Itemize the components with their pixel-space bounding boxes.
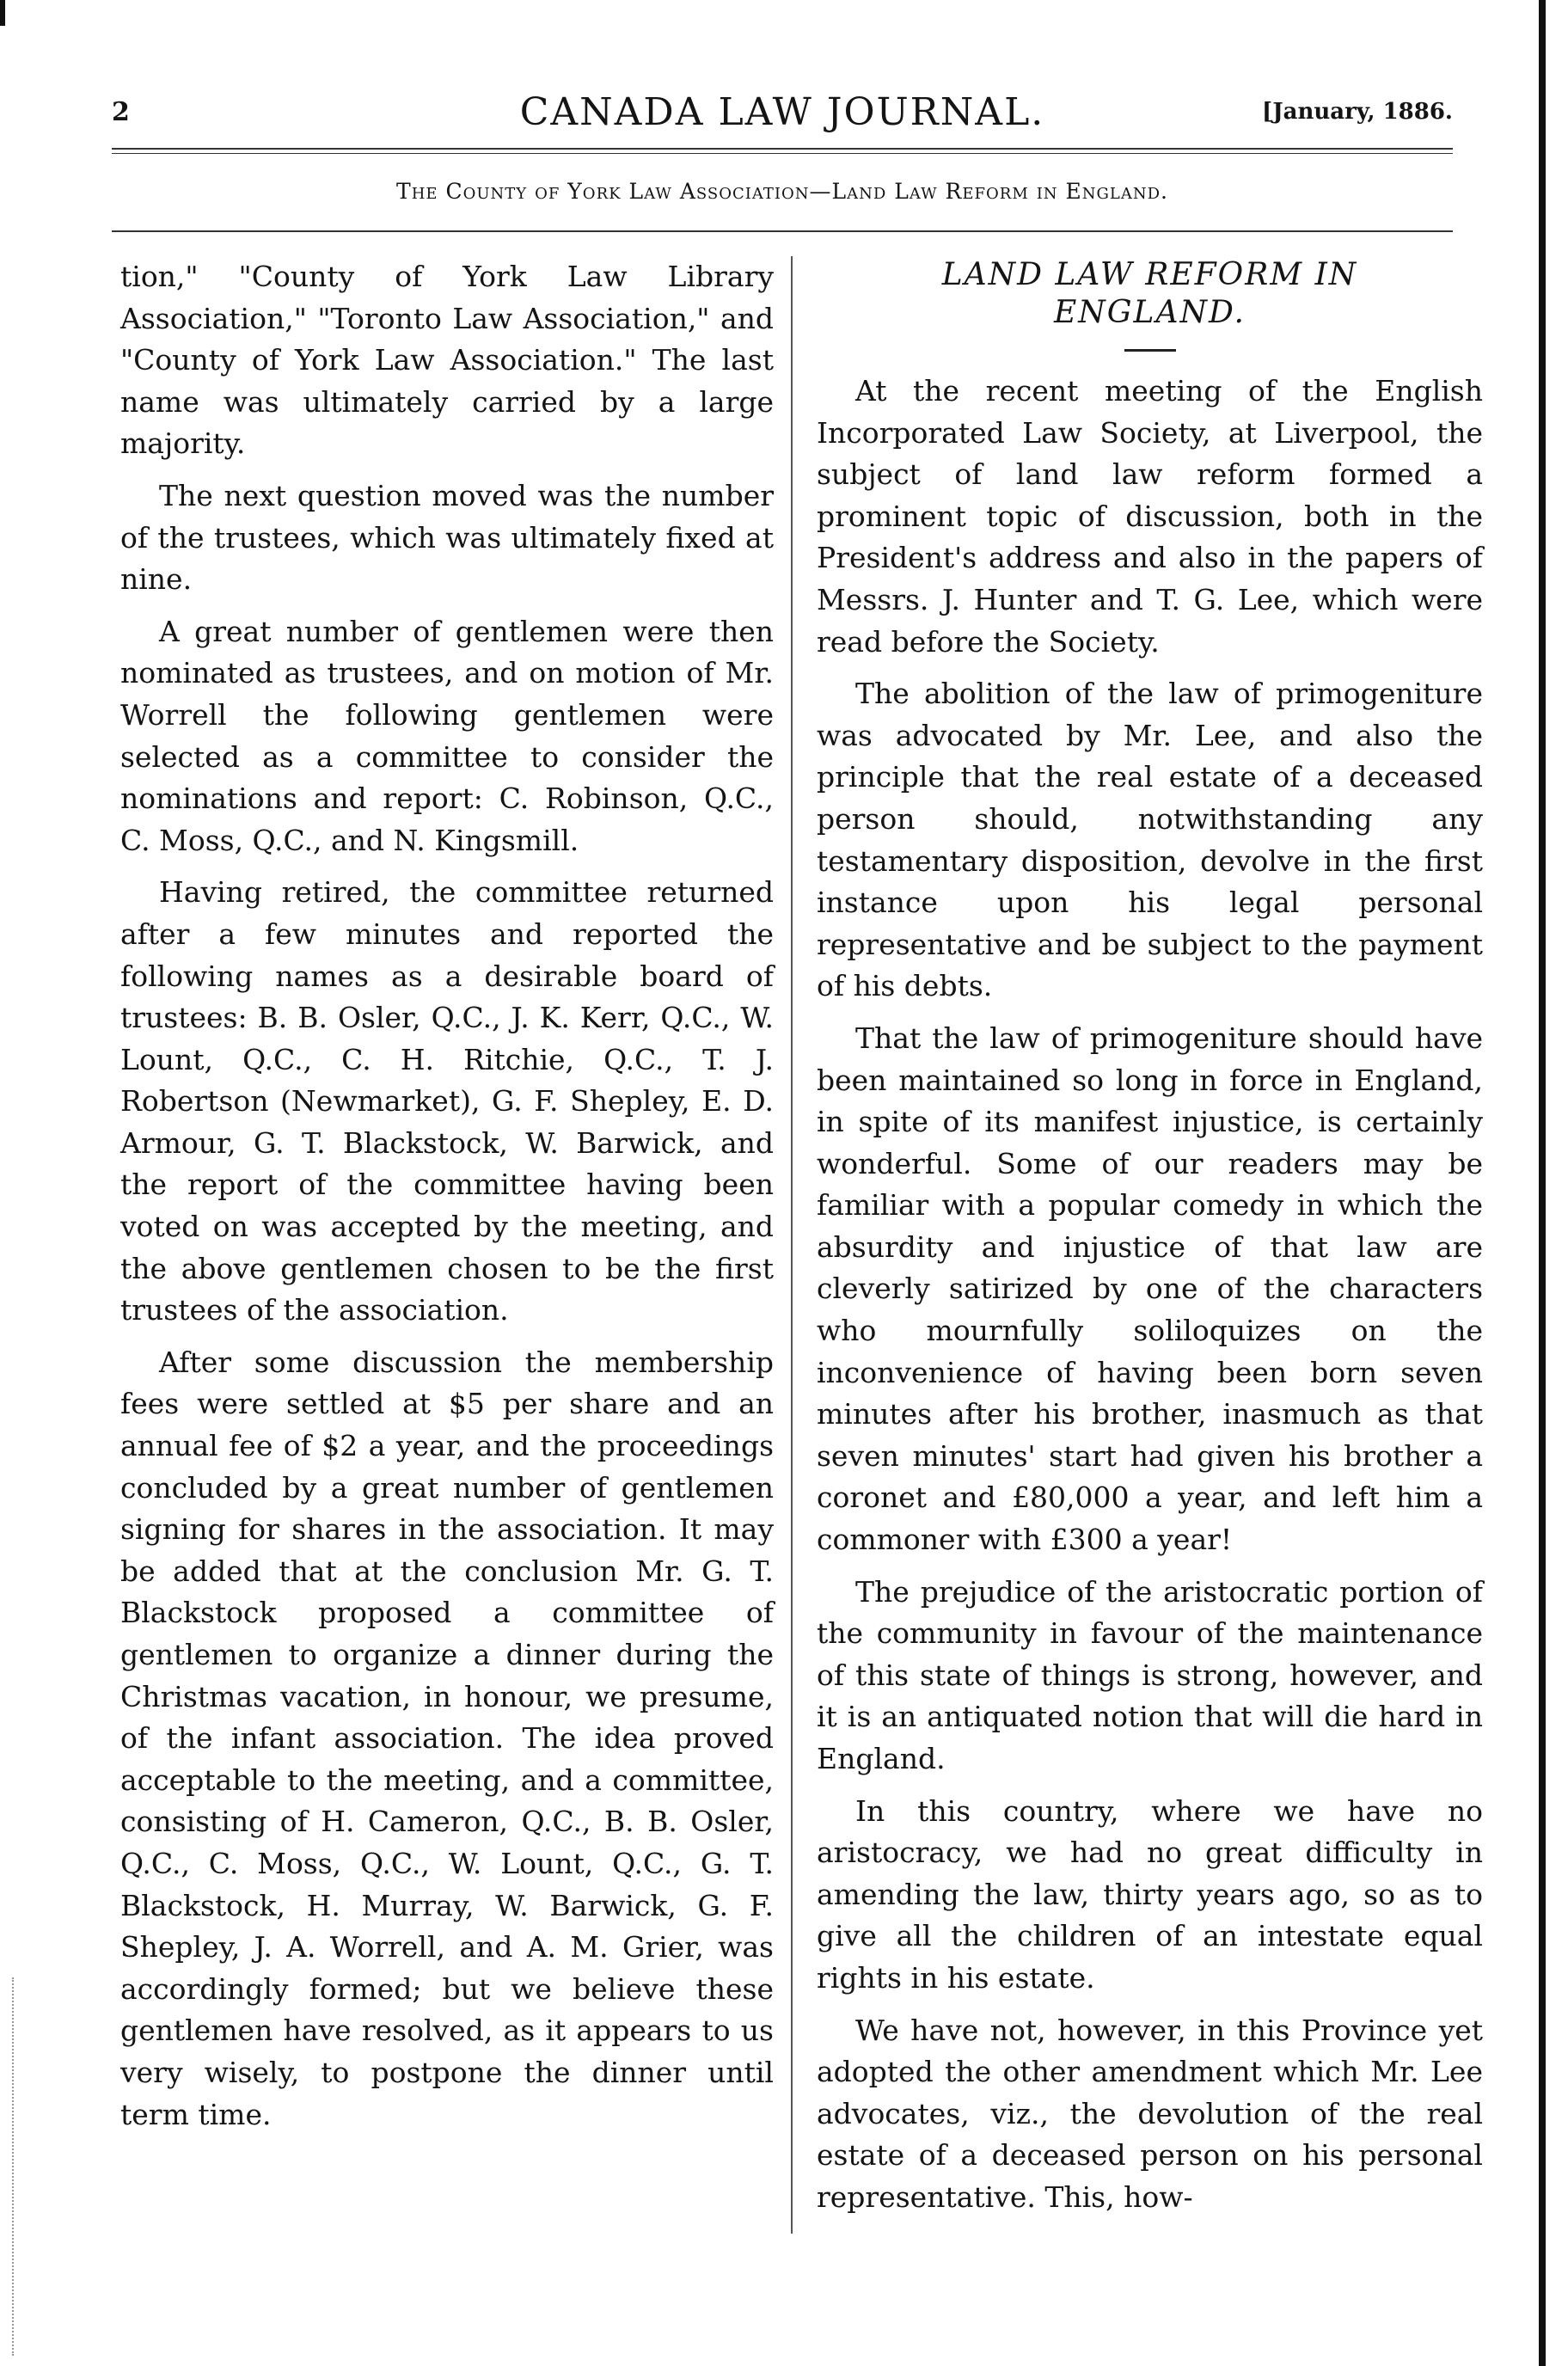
header-rule-thin (112, 153, 1453, 154)
right-paragraph-6: We have not, however, in this Province yet adopted the other amendment which Mr. Lee advocates, viz., the devolution of the real estate of a deceased person on his personal representative. This, how- (817, 2013, 1483, 2214)
left-paragraph-1: tion," "County of York Law Library Association," "Toronto Law Association," and "County of York Law Association." The last name was ultimately carried by a large majority. (120, 260, 774, 461)
journal-title: CANADA LAW JOURNAL. (519, 90, 1045, 134)
right-paragraph-3: That the law of primogeniture should have been maintained so long in force in England, in spite of its manifest injustice, is certainly wonderful. Some of our readers may be familiar with a popular comedy in which the absurdity and injustice of that law are cleverly satirized by one of the characters who mournfully soliloquizes on the inconvenience of having been born seven minutes after his brother, inasmuch as that seven minutes' start had given his brother a coronet and £80,000 a year, and left him a commoner with £300 a year! (817, 1021, 1483, 1557)
page-number: 2 (112, 97, 130, 127)
scan-corner-mark (0, 0, 5, 26)
left-paragraph-5: After some discussion the membership fees were settled at $5 per share and an annual fee of $2 a year, and the proceedings concluded by a great number of gentlemen signing for shares in the association. It may be added that at the conclusion Mr. G. T. Blackstock proposed a committee of gentlemen to organize a dinner during the Christmas vacation, in honour, we presume, of the infant association. The idea proved acceptable to the meeting, and a committee, consisting of H. Cameron, Q.C., B. B. Osler, Q.C., C. Moss, Q.C., W. Lount, Q.C., G. T. Blackstock, H. Murray, W. Barwick, G. F. Shepley, J. A. Worrell, and A. M. Grier, was accordingly formed; but we believe these gentlemen have resolved, as it appears to us very wisely, to postpone the dinner until term time. (120, 1345, 774, 2131)
header-rule-top (112, 148, 1453, 150)
right-paragraph-1: At the recent meeting of the English Incorporated Law Society, at Liverpool, the subject of land law reform formed a prominent topic of discussion, both in the President's address and also in the papers of Messrs. J. Hunter and T. G. Lee, which were read before the Society. (817, 374, 1483, 659)
left-paragraph-4: Having retired, the committee returned after a few minutes and reported the following names as a desirable board of trustees: B. B. Osler, Q.C., J. K. Kerr, Q.C., W. Lount, Q.C., C. H. Ritchie, Q.C., T. J. Robertson (Newmarket), G. F. Shepley, E. D. Armour, G. T. Blackstock, W. Barwick, and the report of the committee having been voted on was accepted by the meeting, and the above gentlemen chosen to be the first trustees of the association. (120, 875, 774, 1327)
title-dash (1124, 349, 1176, 352)
running-head: The County of York Law Association—Land Law Reform in England. (396, 179, 1168, 204)
running-head-rule (112, 230, 1453, 232)
left-paragraph-3: A great number of gentlemen were then nominated as trustees, and on motion of Mr. Worrell the following gentlemen were selected as a committee to consider the nominations and report: C. Robinson, Q.C., C. Moss, Q.C., and N. Kingsmill. (120, 614, 774, 857)
page-header (112, 90, 1453, 142)
right-paragraph-2: The abolition of the law of primogeniture was advocated by Mr. Lee, and also the principle that the real estate of a deceased person should, notwithstanding any testamentary disposition, devolve in the first instance upon his legal personal representative and be subject to the payment of his debts. (817, 677, 1483, 1003)
article-title-line-1: LAND LAW REFORM IN (941, 257, 1358, 292)
left-paragraph-2: The next question moved was the number of the trustees, which was ultimately fixed at nine. (120, 478, 774, 597)
article-title (817, 256, 1483, 332)
article-title-line-2: ENGLAND. (1054, 295, 1246, 330)
issue-date: [January, 1886. (1262, 99, 1453, 125)
margin-binding-dots (12, 1977, 24, 2356)
right-paragraph-5: In this country, where we have no aristocracy, we had no great difficulty in amending the law, thirty years ago, so as to give all the children of an intestate equal rights in his estate. (817, 1793, 1483, 1995)
right-paragraph-4: The prejudice of the aristocratic portion of the community in favour of the maintenance of this state of things is strong, however, and it is an antiquated notion that will die hard in England. (817, 1574, 1483, 1775)
right-column (817, 256, 1483, 2229)
scan-edge-bar (1539, 0, 1546, 2366)
left-column (120, 256, 774, 2146)
column-divider (791, 256, 793, 2234)
